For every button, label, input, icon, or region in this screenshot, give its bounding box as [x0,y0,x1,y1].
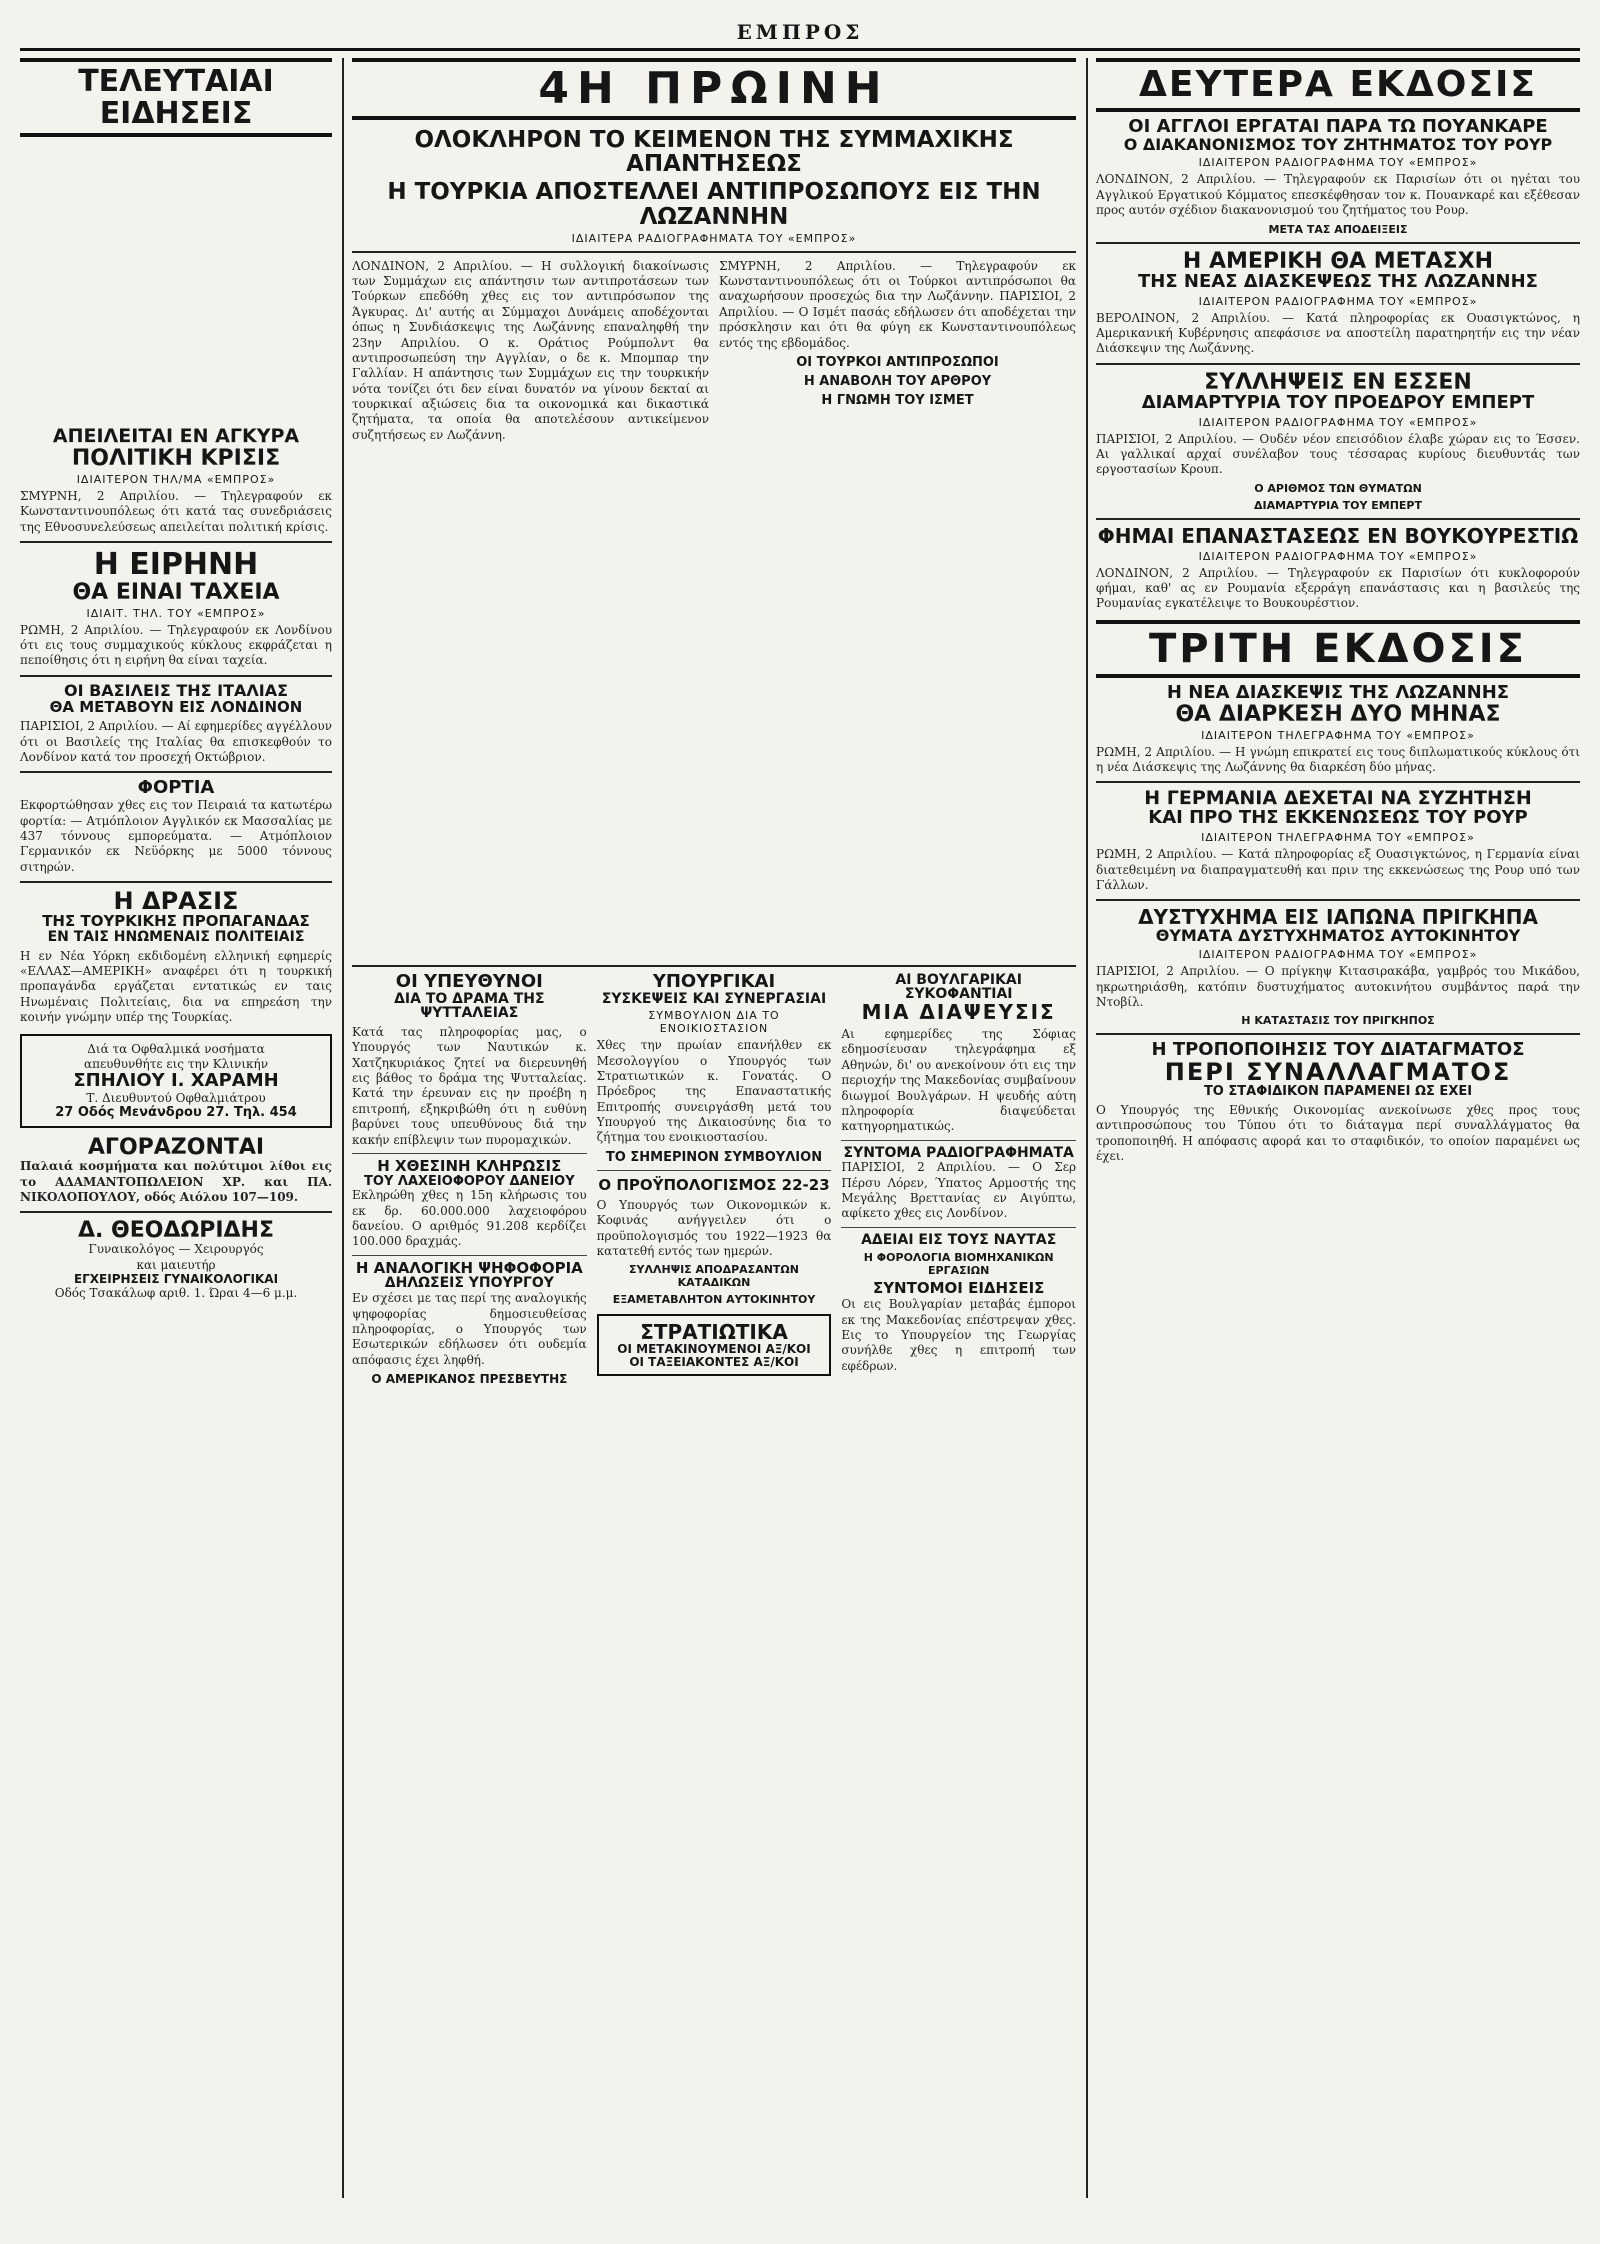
divider [20,881,332,883]
short-radio-text: ΠΑΡΙΣΙΟΙ, 2 Απριλίου. — Ο Σερ Πέρσυ Λόρεν, Ύπατος Αρμοστής της Μεγάλης Βρεττανίας εν Αιγύπτω, αφίκετο χθες εις Λονδίνον. [841,1160,1076,1221]
ministerial-story [596,970,832,1390]
short-radio-title: ΣΥΝΤΟΜΑ ΡΑΔΙΟΓΡΑΦΗΜΑΤΑ [843,1144,1074,1161]
military-sub2: ΟΙ ΤΑΞΕΙΑΚΟΝΤΕΣ ΑΞ/ΚΟΙ [629,1354,799,1369]
propaganda-title3: ΕΝ ΤΑΙΣ ΗΝΩΜΕΝΑΙΣ ΠΟΛΙΤΕΙΑΙΣ [47,929,305,946]
divider [352,1153,587,1154]
divider [1096,1033,1580,1035]
peace-story [20,549,332,669]
divider [597,1170,832,1171]
lausanne-duration-story [1096,681,1580,776]
doctor-ad-line2: και μαιευτήρ [136,1257,216,1272]
divider [352,1255,587,1256]
exchange-title3: ΤΟ ΣΤΑΦΙΔΙΚΟΝ ΠΑΡΑΜΕΝΕΙ ΩΣ ΕΧΕΙ [1203,1084,1473,1100]
labour-title1: ΟΙ ΑΓΓΛΟΙ ΕΡΓΑΤΑΙ ΠΑΡΑ ΤΩ ΠΟΥΑΝΚΑΡΕ [1128,115,1548,137]
labour-title2: Ο ΔΙΑΚΑΝΟΝΙΣΜΟΣ ΤΟΥ ΖΗΤΗΜΑΤΟΣ ΤΟΥ ΡΟΥΡ [1123,134,1553,154]
main-lead-text2: ΣΜΥΡΝΗ, 2 Απριλίου. — Τηλεγραφούν εκ Κωνσταντινουπόλεως ότι οι Τούρκοι αντιπρόσωποι θα αναχωρήσουν προσεχώς δια την Λωζάννην. ΠΑΡΙΣΙΟΙ, 2 Απριλίου. — Ο Ισμέτ πασάς εδήλωσεν ότι αποδέχεται την πρόσκλησιν και ότι θα φύγη εκ Κωνσταντινουπόλεως εντός της εβδομάδος. [719,258,1076,350]
divider [1096,363,1580,365]
bulgarian-title1: ΑΙ ΒΟΥΛΓΑΡΙΚΑΙ ΣΥΚΟΦΑΝΤΙΑΙ [895,971,1022,1003]
budget-title: Ο ΠΡΟΫΠΟΛΟΓΙΣΜΟΣ 22-23 [598,1175,830,1194]
sub-ismet-opinion: Η ΓΝΩΜΗ ΤΟΥ ΙΣΜΕΤ [821,392,974,408]
germany-title2: ΚΑΙ ΠΡΟ ΤΗΣ ΕΚΚΕΝΩΣΕΩΣ ΤΟΥ ΡΟΥΡ [1148,807,1528,829]
peace-text: ΡΩΜΗ, 2 Απριλίου. — Τηλεγραφούν εκ Λονδίνου ότι εις τους συμμαχικούς κύκλους εκφράζεται η πεποίθησις ότι η ειρήνη θα είναι ταχεία. [20,622,332,668]
eye-ad-line3: ΣΠΗΛΙΟΥ Ι. ΧΑΡΑΜΗ [73,1070,279,1092]
japan-source: ΙΔΙΑΙΤΕΡΟΝ ΡΑΔΙΟΓΡΑΦΗΜΑ ΤΟΥ «ΕΜΠΡΟΣ» [1198,948,1478,962]
labour-text: ΛΟΝΔΙΝΟΝ, 2 Απριλίου. — Τηλεγραφούν εκ Παρισίων ότι οι ηγέται του Αγγλικού Εργατικού Κόμματος επεσκέφθησαν τον κ. Πουανκαρέ και εξέθεσαν προς αυτόν σχέδιον διακανονισμού του ζητήματος του Ρουρ. [1096,172,1580,218]
exchange-text: Ο Υπουργός της Εθνικής Οικονομίας ανεκοίνωσε χθες προς τους αντιπροσώπους του Τύπου ότι το διάταγμα περί συναλλάγματος θα τροποποιηθή. Η απόφασις αφορά και το σταφιδικόν, το οποίον παραμένει ως έχει. [1096,1102,1580,1164]
labour-sub: ΜΕΤΑ ΤΑΣ ΑΠΟΔΕΙΞΕΙΣ [1268,222,1408,236]
doctor-ad-line4: Οδός Τσακάλωφ αριθ. 1. Ώραι 4—6 μ.μ. [54,1285,298,1300]
doctor-ad-line3: ΕΓΧΕΙΡΗΣΕΙΣ ΓΥΝΑΙΚΟΛΟΓΙΚΑΙ [73,1272,279,1287]
third-edition-title: ΤΡΙΤΗ ΕΚΔΟΣΙΣ [1149,625,1527,672]
american-ambassador-title: Ο ΑΜΕΡΙΚΑΝΟΣ ΠΡΕΣΒΕΥΤΗΣ [371,1371,568,1386]
cargo-text: Εκφορτώθησαν χθες εις τον Πειραιά τα κατωτέρω φορτία: — Ατμόπλοιον Αγγλικόν εκ Μασσαλίας με 437 τόννους εμπορεύματα. — Ατμόπλοιον Γερμανικόν εκ Νεϋόρκης με 5000 τόννους σιτηρών. [20,798,332,874]
left-column [20,58,332,2198]
germany-story [1096,789,1580,893]
labour-story [1096,115,1580,236]
military-sub: ΟΙ ΜΕΤΑΚΙΝΟΥΜΕΝΟΙ ΑΞ/ΚΟΙ [617,1342,811,1357]
last-news-title: ΤΕΛΕΥΤΑΙΑΙ ΕΙΔΗΣΕΙΣ [78,64,274,131]
second-edition-banner [1096,58,1580,112]
angora-story [20,427,332,535]
psyttaleia-title2: ΔΙΑ ΤΟ ΔΡΑΜΑ ΤΗΣ ΨΥΤΤΑΛΕΙΑΣ [394,990,545,1022]
japan-story [1096,907,1580,1027]
italy-title1: ΟΙ ΒΑΣΙΛΕΙΣ ΤΗΣ ΙΤΑΛΙΑΣ [63,680,289,700]
essen-sub1: Ο ΑΡΙΘΜΟΣ ΤΩΝ ΘΥΜΑΤΩΝ [1254,481,1422,495]
center-column [352,58,1076,2198]
germany-text: ΡΩΜΗ, 2 Απριλίου. — Κατά πληροφορίας εξ Ουασιγκτώνος, η Γερμανία είναι διατεθειμένη να διαπραγματευθή και πριν της εκκενώσεως της Ρουρ υπό των Γάλλων. [1096,847,1580,893]
psyttaleia-text: Κατά τας πληροφορίας μας, ο Υπουργός των Ναυτικών κ. Χατζηκυριάκος ζητεί να διερευνηθή εις βάθος το δράμα της Ψυτταλείας. Κατά την έρευναν εις ην προέβη η επιτροπή, εξηκριβώθη ότι η ευθύνη βαρύνει τους υπευθύνους διά την κακήν επίβλεψιν των πυρομαχικών. [352,1025,587,1147]
exchange-title2: ΠΕΡΙ ΣΥΝΑΛΛΑΓΜΑΤΟΣ [1164,1058,1512,1087]
doctor-ad [20,1219,332,1301]
germany-title1: Η ΓΕΡΜΑΝΙΑ ΔΕΧΕΤΑΙ ΝΑ ΣΥΖΗΤΗΣΗ [1144,787,1532,810]
eye-ad-line2: απευθυνθήτε εις την Κλινικήν [83,1056,269,1071]
lausanne-title1: Η ΝΕΑ ΔΙΑΣΚΕΨΙΣ ΤΗΣ ΛΩΖΑΝΝΗΣ [1166,681,1510,703]
bucharest-title: ΦΗΜΑΙ ΕΠΑΝΑΣΤΑΣΕΩΣ ΕΝ ΒΟΥΚΟΥΡΕΣΤΙΩ [1097,523,1579,548]
lausanne-title2: ΘΑ ΔΙΑΡΚΕΣΗ ΔΥΟ ΜΗΝΑΣ [1175,701,1501,727]
main-source: ΙΔΙΑΙΤΕΡΑ ΡΑΔΙΟΓΡΑΦΗΜΑΤΑ ΤΟΥ «ΕΜΠΡΟΣ» [571,231,857,245]
military-title: ΣΤΡΑΤΙΩΤΙΚΑ [640,1320,788,1345]
psyttaleia-story [352,970,587,1390]
divider [1096,781,1580,783]
main-story-body [352,259,1076,959]
divider [352,965,1076,967]
divider [352,251,1076,253]
ministerial-sub0: ΣΥΜΒΟΥΛΙΟΝ ΔΙΑ ΤΟ ΕΝΟΙΚΙΟΣΤΑΣΙΟΝ [648,1009,780,1036]
bucharest-text: ΛΟΝΔΙΝΟΝ, 2 Απριλίου. — Τηλεγραφούν εκ Παρισίων ότι κυκλοφορούν φήμαι, καθ' ας εν Ρουμανία εξερράγη επανάστασις και η βασιλεύς της Ρουμανίας εγκατέλειψε το Βουκουρέστιον. [1096,565,1580,611]
doctor-ad-title: Δ. ΘΕΟΔΩΡΙΔΗΣ [78,1218,274,1244]
exchange-title1: Η ΤΡΟΠΟΠΟΙΗΣΙΣ ΤΟΥ ΔΙΑΤΑΓΜΑΤΟΣ [1151,1039,1525,1061]
propaganda-story [20,889,332,1025]
cargo-title: ΦΟΡΤΙΑ [137,777,215,799]
divider [841,1140,1076,1141]
propaganda-text: Η εν Νέα Υόρκη εκδιδομένη ελληνική εφημερίς «ΕΛΛΑΣ—ΑΜΕΡΙΚΗ» αναφέρει ότι η τουρκική προπαγάνδα εργάζεται εντατικώς εν ταις Ηνωμέναις Πολιτείαις, δια να επηρεάση την κοινήν γνώμην υπέρ της Τουρκίας. [20,948,332,1025]
labour-source: ΙΔΙΑΙΤΕΡΟΝ ΡΑΔΙΟΓΡΑΦΗΜΑ ΤΟΥ «ΕΜΠΡΟΣ» [1198,156,1478,170]
right-column [1096,58,1580,2198]
third-edition-banner [1096,620,1580,678]
peace-title1: Η ΕΙΡΗΝΗ [93,547,259,583]
masthead: ΕΜΠΡΟΣ [20,20,1580,51]
angora-text: ΣΜΥΡΝΗ, 2 Απριλίου. — Τηλεγραφούν εκ Κωνσταντινουπόλεως ότι κατά τας συνεδριάσεις της Εθνοσυνελεύσεως απειλείται πολιτική κρίσις. [20,489,332,534]
sub-article-postponement: Η ΑΝΑΒΟΛΗ ΤΟΥ ΑΡΘΡΟΥ [803,373,992,389]
eye-ad-line1: Διά τα Οφθαλμικά νοσήματα [87,1041,265,1056]
divider [20,1211,332,1213]
angora-title2: ΠΟΛΙΤΙΚΗ ΚΡΙΣΙΣ [71,445,281,471]
america-text: ΒΕΡΟΛΙΝΟΝ, 2 Απριλίου. — Κατά πληροφορίας εκ Ουασιγκτώνος, η Αμερικανική Κυβέρνησις απεφάσισε να αποστείλη παρατηρητήν εις την νέαν Διάσκεψιν της Λωζάννης. [1096,310,1580,356]
japan-title2: ΘΥΜΑΤΑ ΔΥΣΤΥΧΗΜΑΤΟΣ ΑΥΤΟΚΙΝΗΤΟΥ [1155,926,1521,946]
bulgarian-story [841,973,1076,1390]
buy-ad-text: Παλαιά κοσμήματα και πολύτιμοι λίθοι εις το ΑΔΑΜΑΝΤΟΠΩΛΕΙΟΝ ΧΡ. και ΠΑ. ΝΙΚΟΛΟΠΟΥΛΟΥ, οδός Αιόλου 107—109. [20,1159,332,1204]
essen-title1: ΣΥΛΛΗΨΕΙΣ ΕΝ ΕΣΣΕΝ [1204,369,1472,395]
ministerial-title1: ΥΠΟΥΡΓΙΚΑΙ [652,970,776,992]
italy-story [20,680,332,766]
essen-title2: ΔΙΑΜΑΡΤΥΡΙΑ ΤΟΥ ΠΡΟΕΔΡΟΥ ΕΜΠΕΡΤ [1141,391,1535,413]
main-headline1: ΟΛΟΚΛΗΡΟΝ ΤΟ ΚΕΙΜΕΝΟΝ ΤΗΣ ΣΥΜΜΑΧΙΚΗΣ ΑΠΑΝΤΗΣΕΩΣ [414,127,1014,178]
divider [1096,518,1580,520]
cargo-story [20,779,332,875]
buy-ad [20,1136,332,1205]
edition-banner [352,58,1076,120]
divider [1096,899,1580,901]
eye-ad-line5: 27 Οδός Μενάνδρου 27. Τηλ. 454 [55,1105,297,1121]
brief-news-text: Οι εις Βουλγαρίαν μεταβάς έμποροι εκ της Μακεδονίας επέστρεψαν χθες. Εις το Υπουργείον της Γεωργίας συνήλθε χθες η επιτροπή των εφέδρων. [841,1297,1076,1373]
america-story [1096,250,1580,357]
divider [20,541,332,543]
proportional-vote-sub: ΔΗΛΩΣΕΙΣ ΥΠΟΥΡΓΟΥ [384,1275,554,1292]
japan-text: ΠΑΡΙΣΙΟΙ, 2 Απριλίου. — Ο πρίγκηψ Κιτασιρακάβα, γαμβρός του Μικάδου, ηκρωτηριάσθη, κατόπιν δυστυχήματος αυτοκινήτου συμβάντος παρά την Ντοβίλ. [1096,964,1580,1009]
second-edition-title: ΔΕΥΤΕΡΑ ΕΚΔΟΣΙΣ [1139,64,1537,105]
lower-center-stories [352,970,1076,1390]
blank-space [20,137,332,427]
ministerial-title2: ΣΥΣΚΕΨΕΙΣ ΚΑΙ ΣΥΝΕΡΓΑΣΙΑΙ [601,990,827,1007]
doctor-ad-line1: Γυναικολόγος — Χειρουργός [88,1242,264,1257]
america-title1: Η ΑΜΕΡΙΚΗ ΘΑ ΜΕΤΑΣΧΗ [1182,248,1494,274]
industrial-tax-title: Η ΦΟΡΟΛΟΓΙΑ ΒΙΟΜΗΧΑΝΙΚΩΝ ΕΡΓΑΣΙΩΝ [863,1251,1054,1278]
military-box [597,1314,832,1376]
sailors-leave-title: ΑΔΕΙΑΙ ΕΙΣ ΤΟΥΣ ΝΑΥΤΑΣ [861,1231,1057,1248]
eye-ad-line4: Τ. Διευθυντού Οφθαλμιάτρου [86,1091,266,1106]
column-rule [342,58,344,2198]
angora-title1: ΑΠΕΙΛΕΙΤΑΙ ΕΝ ΑΓΚΥΡΑ [52,425,300,447]
brief-news-title: ΣΥΝΤΟΜΟΙ ΕΙΔΗΣΕΙΣ [872,1279,1045,1298]
buy-ad-title: ΑΓΟΡΑΖΟΝΤΑΙ [87,1135,265,1161]
proportional-vote-text: Εν σχέσει με τας περί της αναλογικής ψηφοφορίας δημοσιευθείσας πληροφορίας, ο Υπουργός των Εσωτερικών εδήλωσεν ότι ουδεμία απόφασις έχει ληφθή. [352,1291,587,1367]
council-title: ΤΟ ΣΗΜΕΡΙΝΟΝ ΣΥΜΒΟΥΛΙΟΝ [605,1149,823,1165]
sub-turkish-delegates: ΟΙ ΤΟΥΡΚΟΙ ΑΝΤΙΠΡΟΣΩΠΟΙ [796,354,999,370]
italy-title2: ΘΑ ΜΕΤΑΒΟΥΝ ΕΙΣ ΛΟΝΔΙΝΟΝ [49,697,303,716]
germany-source: ΙΔΙΑΙΤΕΡΟΝ ΤΗΛΕΓΡΑΦΗΜΑ ΤΟΥ «ΕΜΠΡΟΣ» [1201,831,1475,845]
essen-story [1096,371,1580,512]
ministerial-text: Χθες την πρωίαν επανήλθεν εκ Μεσολογγίου ο Υπουργός των Στρατιωτικών κ. Γονατάς. Ο Πρόεδρος της Επαναστατικής Επιτροπής συνειργάσθη μετά του Υπουργού της Δικαιοσύνης δια το ζήτημα του ενοικιοστασίου. [596,1038,832,1145]
bulgarian-title2: ΜΙΑ ΔΙΑΨΕΥΣΙΣ [861,1000,1056,1025]
propaganda-title1: Η ΔΡΑΣΙΣ [113,887,239,916]
bucharest-story [1096,523,1580,612]
peace-source: ΙΔΙΑΙΤ. ΤΗΛ. ΤΟΥ «ΕΜΠΡΟΣ» [86,606,266,620]
edition-title: 4Η ΠΡΩΙΝΗ [538,63,890,114]
main-headline2: Η ΤΟΥΡΚΙΑ ΑΠΟΣΤΕΛΛΕΙ ΑΝΤΙΠΡΟΣΩΠΟΥΣ ΕΙΣ ΤΗΝ ΛΩΖΑΝΝΗΝ [387,179,1041,230]
america-title2: ΤΗΣ ΝΕΑΣ ΔΙΑΣΚΕΨΕΩΣ ΤΗΣ ΛΩΖΑΝΝΗΣ [1138,270,1538,292]
eye-clinic-ad [20,1034,332,1129]
propaganda-title2: ΤΗΣ ΤΟΥΡΚΙΚΗΣ ΠΡΟΠΑΓΑΝΔΑΣ [42,912,310,931]
lottery-text: Εκληρώθη χθες η 15η κλήρωσις του εκ δρ. 60.000.000 λαχειοφόρου δανείου. Ο αριθμός 91.208 κερδίζει 100.000 δραχμάς. [352,1188,587,1249]
japan-title1: ΔΥΣΤΥΧΗΜΑ ΕΙΣ ΙΑΠΩΝΑ ΠΡΙΓΚΗΠΑ [1138,905,1538,930]
convicts-title: ΣΥΛΛΗΨΙΣ ΑΠΟΔΡΑΣΑΝΤΩΝ ΚΑΤΑΔΙΚΩΝ [629,1263,799,1290]
lottery-title2: ΤΟΥ ΛΑΧΕΙΟΦΟΡΟΥ ΔΑΝΕΙΟΥ [364,1173,575,1189]
last-news-header [20,58,332,137]
lausanne-source: ΙΔΙΑΙΤΕΡΟΝ ΤΗΛΕΓΡΑΦΗΜΑ ΤΟΥ «ΕΜΠΡΟΣ» [1201,728,1475,742]
america-source: ΙΔΙΑΙΤΕΡΟΝ ΡΑΔΙΟΓΡΑΦΗΜΑ ΤΟΥ «ΕΜΠΡΟΣ» [1198,294,1478,308]
lottery-title1: Η ΧΘΕΣΙΝΗ ΚΛΗΡΩΣΙΣ [377,1156,562,1175]
italy-text: ΠΑΡΙΣΙΟΙ, 2 Απριλίου. — Αί εφημερίδες αγγέλλουν ότι οι Βασιλείς της Ιταλίας θα επισκεφθούν το Λονδίνον κατά τον προσεχή Οκτώβριον. [20,719,332,765]
peace-title2: ΘΑ ΕΙΝΑΙ ΤΑΧΕΙΑ [72,579,280,605]
essen-text: ΠΑΡΙΣΙΟΙ, 2 Απριλίου. — Ουδέν νέον επεισόδιον έλαβε χώραν εις το Έσσεν. Αι γαλλικαί αρχαί συνέλαβον τους τέσσαρας κυρίους διευθυντάς των εργοστασίων Κρουπ. [1096,431,1580,477]
bulgarian-text: Αι εφημερίδες της Σόφιας εδημοσίευσαν τηλεγράφημα εξ Αθηνών, δι' ου ανεκοίνουν ότι εις την περιοχήν της Μακεδονίας συμβαίνουν διωγμοί Βουλγάρων. Η ψευδής αύτη πληροφορία διαψεύδεται κατηγορηματικώς. [841,1027,1076,1134]
divider [20,675,332,677]
lausanne-text: ΡΩΜΗ, 2 Απριλίου. — Η γνώμη επικρατεί εις τους διπλωματικούς κύκλους ότι η νέα Διάσκεψις της Λωζάννης θα διαρκέση δύο μήνας. [1096,744,1580,775]
proportional-vote-title: Η ΑΝΑΛΟΓΙΚΗ ΨΗΦΟΦΟΡΙΑ [355,1258,583,1277]
column-rule [1086,58,1088,2198]
exchange-story [1096,1041,1580,1164]
essen-sub2: ΔΙΑΜΑΡΤΥΡΙΑ ΤΟΥ ΕΜΠΕΡΤ [1253,498,1422,512]
divider [20,771,332,773]
essen-source: ΙΔΙΑΙΤΕΡΟΝ ΡΑΔΙΟΓΡΑΦΗΜΑ ΤΟΥ «ΕΜΠΡΟΣ» [1198,415,1478,429]
divider [841,1227,1076,1228]
newspaper-page [20,20,1580,2200]
divider [1096,242,1580,244]
main-lead-text: ΛΟΝΔΙΝΟΝ, 2 Απριλίου. — Η συλλογική διακοίνωσις των Συμμάχων εις απάντησιν των αντιπροτάσεων των Τούρκων επεδόθη χθες εις τον αντιπρόσωπον της Άγκυρας. Δι' αυτής αι Σύμμαχοι Δυνάμεις αποδέχονται όπως η Συνδιάσκεψις της Λωζάννης επαναληφθή την 23ην Απριλίου. Ο κ. Οράτιος Ρούμπολντ θα αντιπροσωπεύση την Αγγλίαν, ο δε κ. Μπομπαρ την Γαλλίαν. Η απάντησις των Συμμάχων εις την τουρκικήν νότα τονίζει ότι δεν είναι δυνατόν να γίνουν δεκταί αι τουρκικαί αξιώσεις δια τα οικονομικά και δικαστικά ζητήματα, τα οποία θα αποτελέσουν αντικείμενον συζητήσεως εν Λωζάννη. [352,258,709,442]
budget-text: Ο Υπουργός των Οικονομικών κ. Κοφινάς ανήγγειλεν ότι ο προϋπολογισμός του 1922—1923 θα κατατεθή εντός των ημερών. [596,1197,832,1258]
bucharest-source: ΙΔΙΑΙΤΕΡΟΝ ΡΑΔΙΟΓΡΑΦΗΜΑ ΤΟΥ «ΕΜΠΡΟΣ» [1198,549,1478,563]
japan-sub: Η ΚΑΤΑΣΤΑΣΙΣ ΤΟΥ ΠΡΙΓΚΗΠΟΣ [1241,1014,1435,1028]
psyttaleia-title1: ΟΙ ΥΠΕΥΘΥΝΟΙ [395,970,543,992]
car-title: ΕΞΑΜΕΤΑΒΛΗΤΟΝ ΑΥΤΟΚΙΝΗΤΟΥ [612,1293,816,1307]
angora-source: ΙΔΙΑΙΤΕΡΟΝ ΤΗΛ/ΜΑ «ΕΜΠΡΟΣ» [76,473,276,487]
